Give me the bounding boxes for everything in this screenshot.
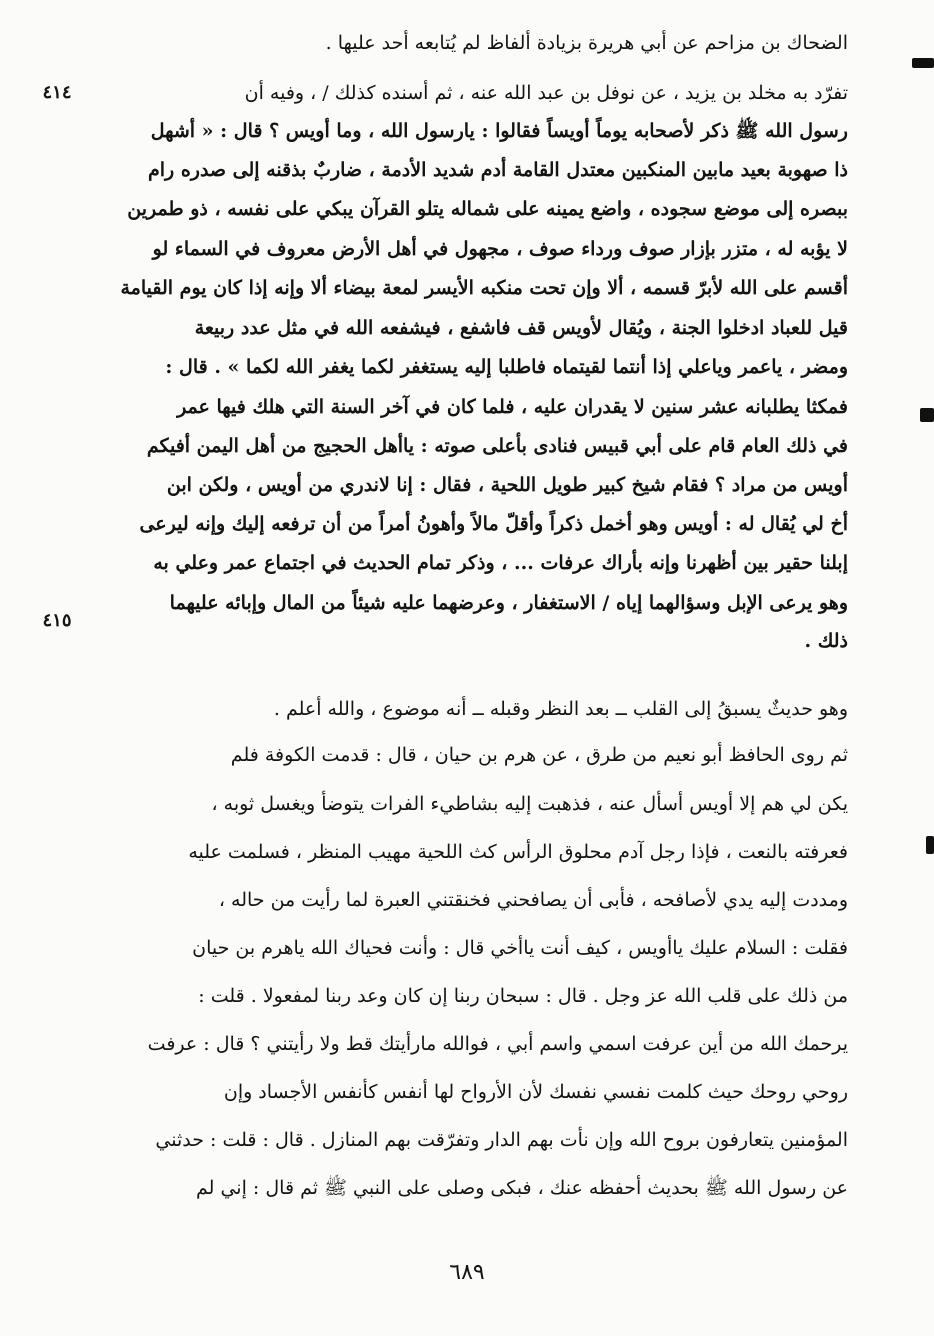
text-line: من ذلك على قلب الله عز وجل . قال : سبحان ربنا إن كان وعد ربنا لمفعولا . قلت : bbox=[198, 985, 848, 1007]
text-line: أويس من مراد ؟ فقام شيخ كبير طويل اللحية ، فقال : إنا لاندري من أويس ، ولكن ابن bbox=[166, 474, 848, 496]
text-line: أقسم على الله لأبرّ قسمه ، ألا وإن تحت منكبه الأيسر لمعة بيضاء ألا وإنه إذا كان يوم القيامة bbox=[120, 277, 848, 299]
text-line: إبلنا حقير بين أظهرنا وإنه بأراك عرفات ... ، وذكر تمام الحديث في اجتماع عمر وعلي به bbox=[153, 552, 848, 574]
text-line: أخ لي يُقال له : أويس وهو أخمل ذكراً وأقلّ مالاً وأهونُ أمراً من أن ترفعه إليك وإنه ليرعى bbox=[139, 513, 848, 535]
text-line: ثم روى الحافظ أبو نعيم من طرق ، عن هرم بن حيان ، قال : قدمت الكوفة فلم bbox=[230, 744, 848, 766]
text-line: عن رسول الله ﷺ بحديث أحفظه عنك ، فبكى وصلى على النبي ﷺ ثم قال : إني لم bbox=[196, 1177, 848, 1199]
text-line: ذا صهوبة بعيد مابين المنكبين معتدل القامة أدم شديد الأدمة ، ضاربٌ بذقنه إلى صدره رام bbox=[148, 159, 848, 181]
text-line: فمكثا يطلبانه عشر سنين لا يقدران عليه ، فلما كان في آخر السنة التي هلك فيها عمر bbox=[177, 396, 848, 418]
text-line: وهو يرعى الإبل وسؤالهما إياه / الاستغفار ، وعرضهما عليه شيئاً من المال وإبائه عليهما bbox=[169, 592, 848, 614]
text-line: المؤمنين يتعارفون بروح الله وإن نأت بهم الدار وتفرّقت بهم المنازل . قال : قلت : حدثني bbox=[155, 1129, 848, 1151]
text-line: ذلك . bbox=[804, 630, 848, 652]
text-line: ومضر ، ياعمر وياعلي إذا أنتما لقيتماه فاطلبا إليه يستغفر لكما يغفر الله لكما » . قال : bbox=[165, 356, 848, 378]
text-line: ومددت إليه يدي لأصافحه ، فأبى أن يصافحني فخنقتني العبرة لما رأيت من حاله ، bbox=[218, 889, 848, 911]
page-number: ٦٨٩ bbox=[449, 1260, 485, 1285]
scan-mark bbox=[926, 836, 934, 854]
text-line: تفرّد به مخلد بن يزيد ، عن نوفل بن عبد الله عنه ، ثم أسنده كذلك / ، وفيه أن bbox=[244, 82, 848, 104]
text-line: روحي روحك حيث كلمت نفسي نفسك لأن الأرواح لها أنفس كأنفس الأجساد وإن bbox=[223, 1081, 848, 1103]
text-line: فعرفته بالنعت ، فإذا رجل آدم محلوق الرأس كث اللحية مهيب المنظر ، فسلمت عليه bbox=[188, 841, 848, 863]
margin-number: ٤١٤ bbox=[42, 82, 72, 103]
text-line: في ذلك العام قام على أبي قبيس فنادى بأعلى صوته : ياأهل الحجيج من أهل اليمن أفيكم bbox=[146, 435, 848, 457]
text-line: رسول الله ﷺ ذكر لأصحابه يوماً أويساً فقالوا : يارسول الله ، وما أويس ؟ قال : « أشهل bbox=[150, 120, 848, 142]
text-line: قيل للعباد ادخلوا الجنة ، ويُقال لأويس قف فاشفع ، فيشفعه الله في مثل عدد ربيعة bbox=[194, 317, 848, 339]
text-line: لا يؤبه له ، متزر بإزار صوف ورداء صوف ، مجهول في أهل الأرض معروف في السماء لو bbox=[152, 238, 848, 260]
text-line: الضحاك بن مزاحم عن أبي هريرة بزيادة ألفاظ لم يُتابعه أحد عليها . bbox=[325, 32, 848, 54]
margin-number: ٤١٥ bbox=[42, 610, 72, 631]
text-line: وهو حديثٌ يسبقُ إلى القلب ــ بعد النظر وقبله ــ أنه موضوع ، والله أعلم . bbox=[273, 698, 848, 720]
scan-mark bbox=[920, 408, 934, 422]
text-line: ببصره إلى موضع سجوده ، واضع يمينه على شماله يتلو القرآن يبكي على نفسه ، ذو طمرين bbox=[127, 198, 848, 220]
text-line: يكن لي هم إلا أويس أسأل عنه ، فذهبت إليه بشاطيء الفرات يتوضأ ويغسل ثوبه ، bbox=[211, 793, 848, 815]
text-line: فقلت : السلام عليك ياأويس ، كيف أنت ياأخي قال : وأنت فحياك الله ياهرم بن حيان bbox=[192, 937, 848, 959]
scan-mark bbox=[912, 58, 934, 68]
text-line: يرحمك الله من أين عرفت اسمي واسم أبي ، فوالله مارأيتك قط ولا رأيتني ؟ قال : عرفت bbox=[147, 1033, 848, 1055]
